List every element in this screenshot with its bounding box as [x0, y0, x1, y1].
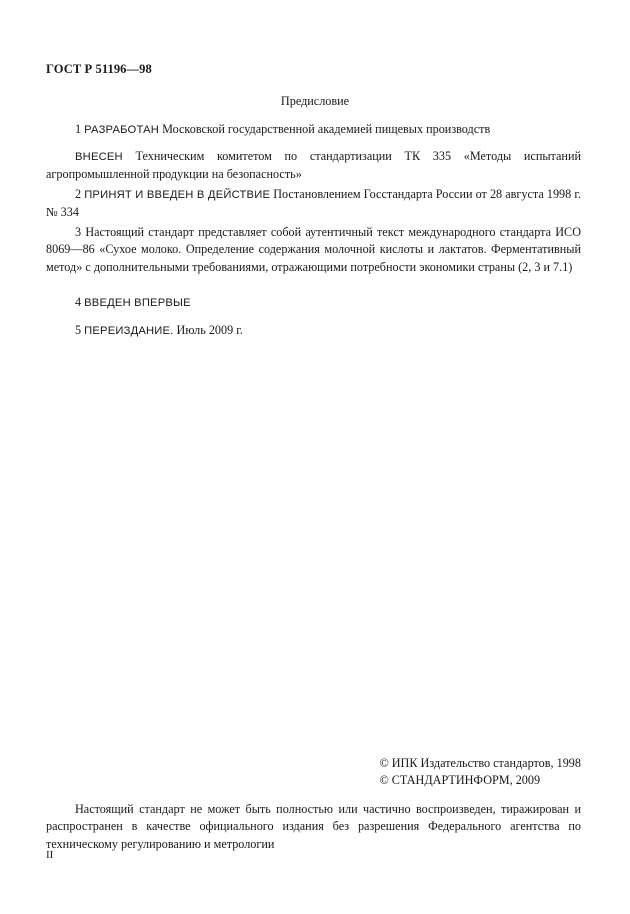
item-number: 2 [75, 187, 82, 201]
preface-title: Предисловие [280, 94, 350, 108]
reproduction-notice: Настоящий стандарт не может быть полностью или частично воспроизведен, тиражирован и распространен в качестве официального издания без разрешения Федерального агентства по техническому регулированию и метрологии [46, 802, 581, 851]
item-text: Настоящий стандарт представляет собой аутентичный текст международного стандарта ИСО 8069—86 «Сухое молоко. Определение содержания молочной кислоты и лактатов. Ферментативный метод» с дополнительными требованиями, отражающими потребности экономики страны (2, 3 и 7.1) [46, 225, 581, 274]
item-number: 1 [75, 122, 82, 136]
item-number: 4 [75, 295, 82, 309]
item-text: Техническим комитетом по стандартизации ТК 335 «Методы испытаний агропромышленной продукции на безопасность» [46, 149, 581, 182]
copyright-line-2: © СТАНДАРТИНФОРМ, 2009 [379, 773, 541, 788]
item-number: 3 [75, 225, 82, 239]
item-lead: ВВЕДЕН ВПЕРВЫЕ [84, 297, 191, 309]
item-text: Постановлением Госстандарта России от 28 августа 1998 г. № 334 [46, 187, 581, 220]
item-number: 5 [75, 323, 82, 337]
preface-item-2 [46, 186, 581, 222]
preface-item-5 [46, 322, 581, 340]
preface-item-submitted [46, 148, 581, 184]
preface-item-1 [46, 121, 581, 139]
item-text: Июль 2009 г. [173, 323, 243, 337]
page-number: II [46, 849, 54, 861]
item-text: Московской государственной академией пищевых производств [159, 122, 491, 136]
copyright-block [379, 755, 581, 790]
item-lead: ВНЕСЕН [75, 151, 123, 163]
item-lead: ПРИНЯТ И ВВЕДЕН В ДЕЙСТВИЕ [84, 189, 271, 201]
item-lead: ПЕРЕИЗДАНИЕ. [84, 325, 174, 337]
copyright-line-1: © ИПК Издательство стандартов, 1998 [379, 756, 581, 770]
item-lead: РАЗРАБОТАН [84, 124, 160, 136]
preface-item-3 [46, 224, 581, 276]
preface-item-4 [46, 294, 581, 312]
standard-id-header: ГОСТ Р 51196—98 [46, 62, 152, 76]
